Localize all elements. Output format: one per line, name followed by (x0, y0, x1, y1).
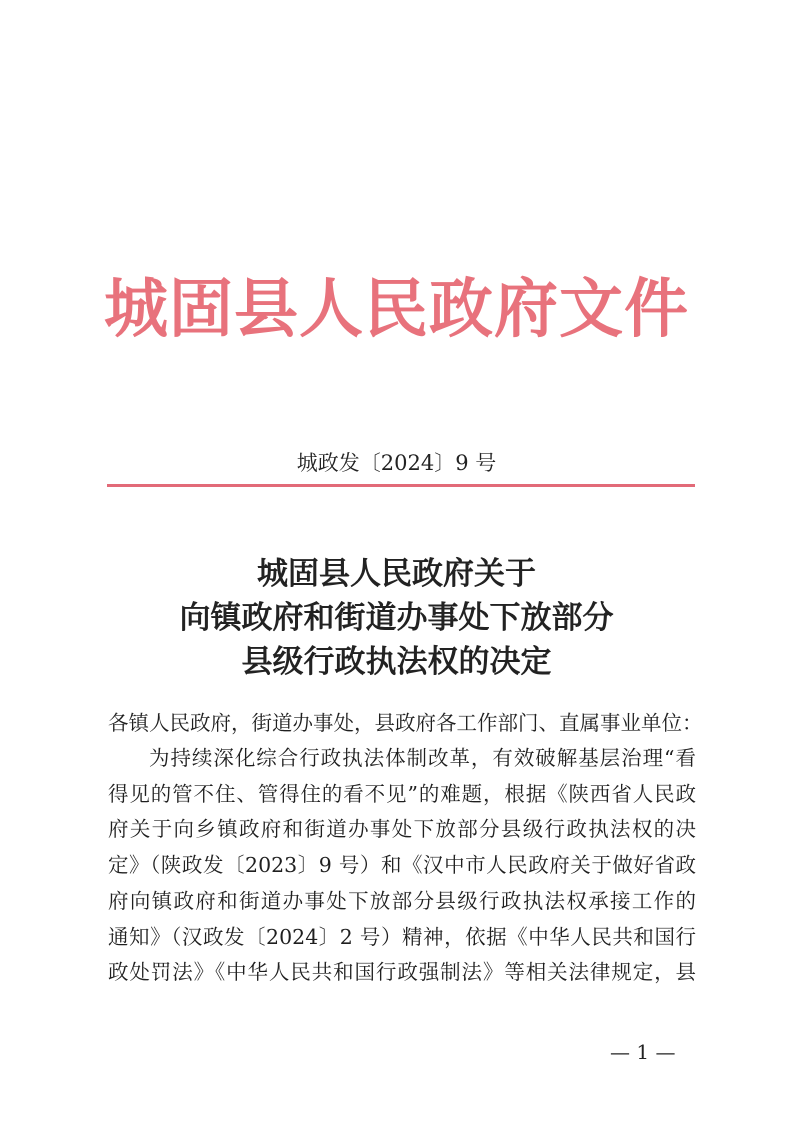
decision-title-line: 城固县人民政府关于 (257, 556, 536, 592)
page-number: — 1 — (610, 1040, 676, 1064)
body-paragraph (108, 741, 696, 991)
document-number: 城政发〔2024〕9 号 (296, 451, 497, 475)
body-line: 府向镇政府和街道办事处下放部分县级行政执法权承接工作的 (108, 888, 696, 913)
decision-title-line: 向镇政府和街道办事处下放部分 (179, 600, 614, 636)
document-header-title: 城固县人民政府文件 (104, 273, 689, 347)
red-divider-line (107, 484, 695, 487)
body-line: 通知》（汉政发〔2024〕2 号）精神，依据《中华人民共和国行 (108, 924, 696, 949)
body-line: 为持续深化综合行政执法体制改革，有效破解基层治理“看 (149, 746, 696, 770)
salutation: 各镇人民政府，街道办事处，县政府各工作部门、直属事业单位： (108, 711, 703, 735)
decision-title (0, 552, 793, 684)
body-line: 得见的管不住、管得住的看不见”的难题，根据《陕西省人民政 (108, 781, 696, 806)
body-line: 定》（陕政发〔2023〕9 号）和《汉中市人民政府关于做好省政 (108, 853, 696, 878)
body-line: 政处罚法》《中华人民共和国行政强制法》等相关法律规定，县 (108, 960, 696, 985)
decision-title-line: 县级行政执法权的决定 (241, 644, 552, 680)
body-line: 府关于向乡镇政府和街道办事处下放部分县级行政执法权的决 (108, 817, 696, 842)
